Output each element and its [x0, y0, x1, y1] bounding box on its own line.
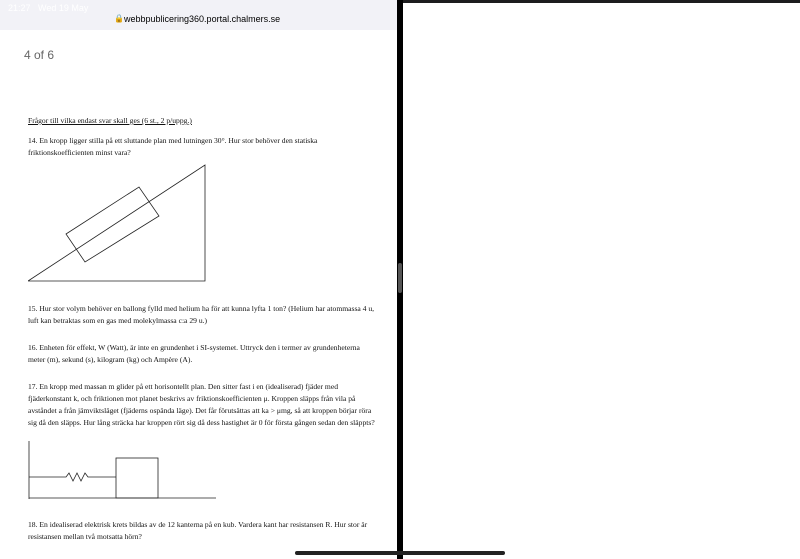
question-18	[28, 519, 376, 543]
question-text: 18. En idealiserad elektrisk krets bildas av de 12 kanterna på en kub. Vardera kant har resistansen R. Hur stor är resistansen mellan två motsatta hörn?	[28, 520, 368, 541]
pdf-page	[28, 115, 376, 541]
battery-label: 21 %	[414, 277, 436, 288]
block-on-incline	[66, 187, 159, 262]
wifi-icon: ◠	[403, 277, 411, 287]
incline-triangle	[28, 165, 205, 281]
question-16	[28, 342, 376, 366]
section-header: Frågor till vilka endast svar skall ges (6 st., 2 p/uppg.)	[28, 116, 192, 125]
question-text: 15. Hur stor volym behöver en ballong fylld med helium ha för att kunna lyfta 1 ton? (Helium har atommassa 4 u, luft kan betraktas som en gas med molekylmassa c:a 29 u.)	[28, 304, 375, 325]
spring-figure	[28, 441, 218, 501]
spring	[29, 473, 116, 481]
incline-figure	[28, 163, 208, 283]
question-17	[28, 381, 376, 429]
question-text: 17. En kropp med massan m glider på ett horisontellt plan. Den sitter fast i en (idealiserad) fjäder med fjäderkonstant k, och friktionen mot planet beskrivs av friktionskoefficienten μ. Kroppen släpps från vila på avståndet a från jämviktsläget (fjäderns ospända läge). Det får förutsättas att ka > μmg, så att kroppen börjar röra sig då den släpps. Hur lång sträcka har kroppen rört sig då dess hastighet är 0 för första gången sedan den släppts?	[28, 382, 375, 427]
home-indicator[interactable]	[295, 551, 505, 555]
url-text[interactable]: webbpublicering360.portal.chalmers.se	[124, 14, 281, 24]
mass-block	[116, 458, 158, 498]
clock: 21:27	[8, 3, 31, 13]
question-15	[28, 303, 376, 327]
question-text: 16. Enheten för effekt, W (Watt), är inte en grundenhet i SI-systemet. Uttryck den i termer av grundenheterna meter (m), sekund (s), kilogram (kg) och Ampère (A).	[28, 343, 360, 364]
battery-icon	[439, 279, 457, 287]
browser-pane	[0, 0, 397, 559]
divider-handle[interactable]	[398, 263, 402, 293]
date: Wed 19 May	[38, 3, 89, 13]
question-text: 14. En kropp ligger stilla på ett sluttande plan med lutningen 30°. Hur stor behöver den statiska friktionskoefficienten minst vara?	[28, 136, 318, 157]
page-counter: 4 of 6	[24, 48, 55, 62]
lock-icon: 🔒	[114, 14, 124, 23]
question-14	[28, 135, 376, 159]
status-right	[403, 3, 800, 559]
